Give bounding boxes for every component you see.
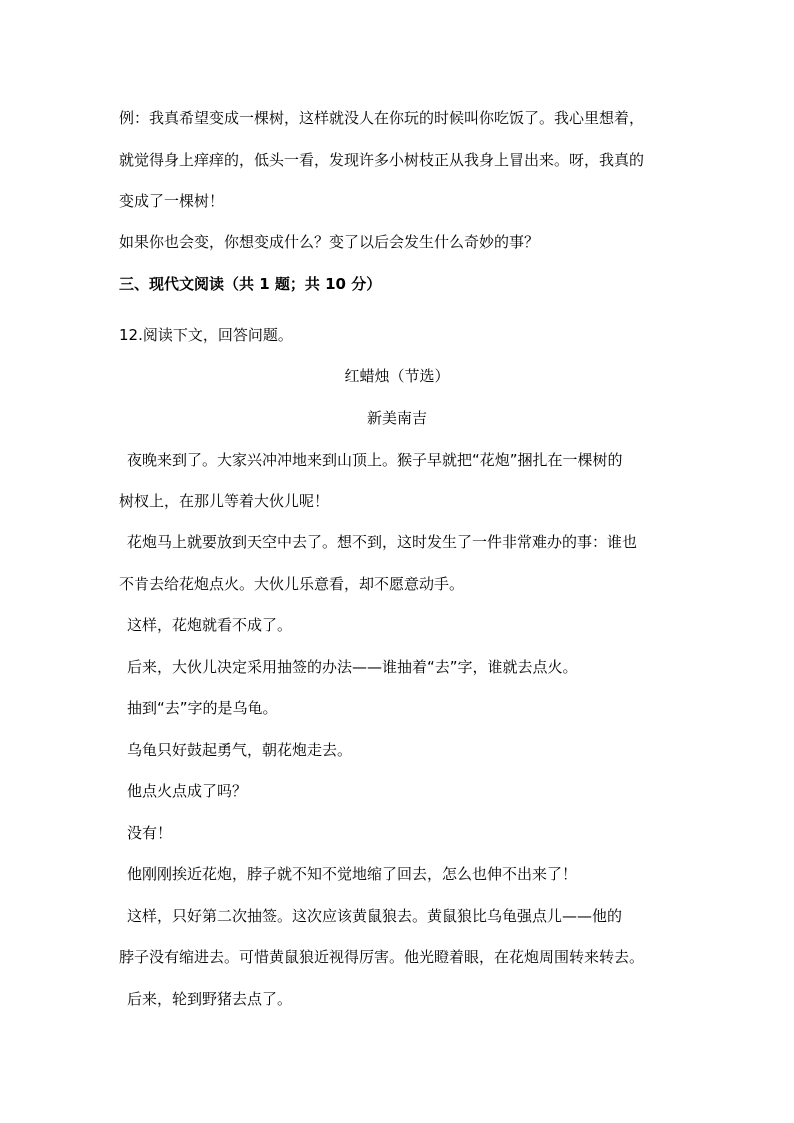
passage-line: 抽到“去”字的是乌龟。 <box>127 699 278 717</box>
passage-line: 后来，轮到野猪去点了。 <box>127 990 293 1008</box>
passage-line: 这样，只好第二次抽签。这次应该黄鼠狼去。黄鼠狼比乌龟强点儿——他的 <box>127 907 623 925</box>
passage-author: 新美南吉 <box>366 409 427 427</box>
passage-line: 没有！ <box>127 824 173 842</box>
passage-line: 乌龟只好鼓起勇气，朝花炮走去。 <box>127 741 353 759</box>
passage-line: 这样，花炮就看不成了。 <box>127 616 293 634</box>
passage-line: 夜晚来到了。大家兴冲冲地来到山顶上。猴子早就把“花炮”捆扎在一棵树的 <box>127 451 623 469</box>
section-heading: 三、现代文阅读（共 1 题；共 10 分） <box>119 275 382 293</box>
passage-title: 红蜡烛（节选） <box>344 367 450 385</box>
example-line-3: 变成了一棵树！ <box>119 192 225 210</box>
passage-line: 不肯去给花炮点火。大伙儿乐意看，却不愿意动手。 <box>119 575 465 593</box>
passage-line: 花炮马上就要放到天空中去了。想不到，这时发生了一件非常难办的事：谁也 <box>127 533 638 551</box>
passage-line: 后来，大伙儿决定采用抽签的办法——谁抽着“去”字，谁就去点火。 <box>127 658 578 676</box>
writing-prompt: 如果你也会变，你想变成什么？变了以后会发生什么奇妙的事？ <box>119 233 540 251</box>
question-stem: 12.阅读下文，回答问题。 <box>119 326 293 344</box>
passage-line: 他点火点成了吗？ <box>127 782 248 800</box>
example-line-1: 例：我真希望变成一棵树，这样就没人在你玩的时候叫你吃饭了。我心里想着， <box>119 109 645 127</box>
example-line-2: 就觉得身上痒痒的，低头一看，发现许多小树枝正从我身上冒出来。呀，我真的 <box>119 151 645 169</box>
passage-line: 树杈上，在那儿等着大伙儿呢！ <box>119 492 330 510</box>
passage-line: 他刚刚挨近花炮，脖子就不知不觉地缩了回去，怎么也伸不出来了！ <box>127 865 578 883</box>
passage-line: 脖子没有缩进去。可惜黄鼠狼近视得厉害。他光瞪着眼，在花炮周围转来转去。 <box>119 948 645 966</box>
